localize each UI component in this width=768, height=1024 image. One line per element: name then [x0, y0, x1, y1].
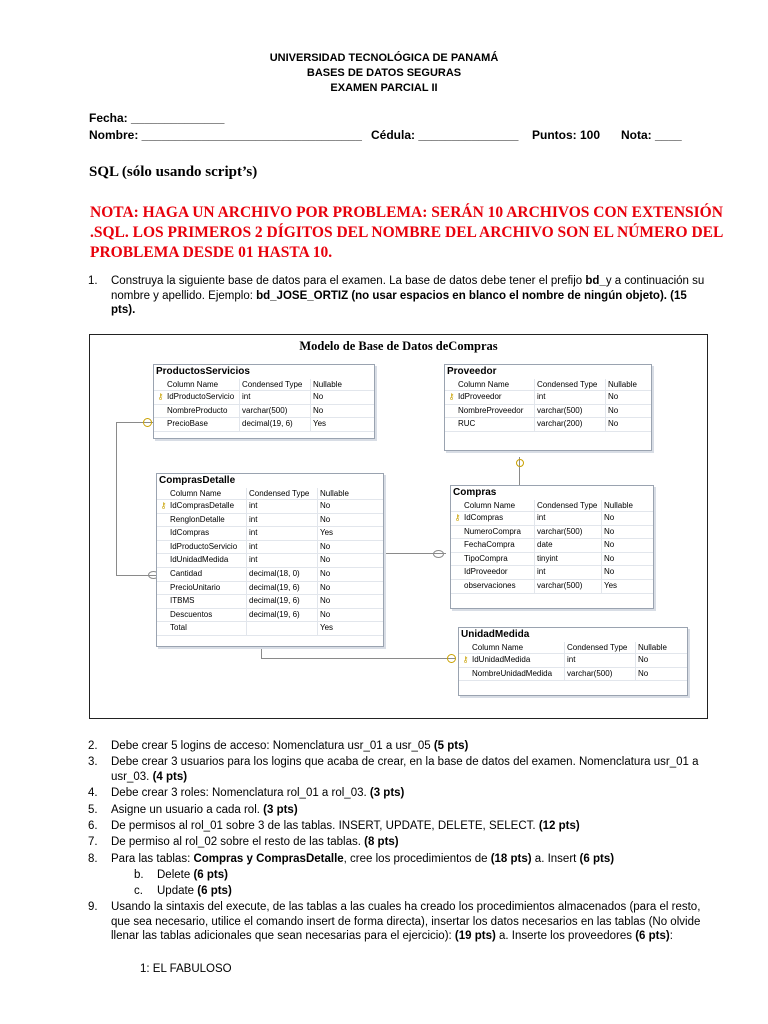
column-header-type: Condensed Type: [534, 379, 605, 390]
column-nullable: Yes: [601, 580, 644, 593]
column-type: date: [534, 539, 601, 552]
key-column-empty: [157, 595, 170, 608]
column-type: decimal(19, 6): [246, 595, 317, 608]
problem-1: [88, 274, 708, 318]
column-name: ITBMS: [170, 596, 195, 606]
column-name: NombreProducto: [167, 405, 228, 415]
key-column-empty: [157, 622, 170, 635]
table-row: [157, 567, 383, 581]
column-name: PrecioUnitario: [170, 582, 221, 592]
key-column-empty: [157, 568, 170, 581]
key-column-empty: [451, 553, 464, 566]
problem-number: 3.: [88, 756, 98, 768]
table-name: UnidadMedida: [461, 629, 530, 640]
problem-5: [88, 803, 708, 818]
table-row: [157, 526, 383, 540]
problem-text: [111, 274, 708, 318]
column-header-name: Column Name: [170, 489, 222, 498]
diagram-title: Modelo de Base de Datos deCompras: [299, 339, 498, 353]
column-type: varchar(500): [564, 668, 635, 681]
column-type: int: [534, 391, 605, 404]
column-name: NombreProveedor: [458, 405, 524, 415]
problem-3: [88, 755, 708, 784]
course-title: BASES DE DATOS SEGURAS: [306, 67, 462, 79]
column-type: int: [246, 554, 317, 567]
key-column-header: [459, 642, 472, 653]
column-nullable: No: [601, 512, 644, 525]
column-name: NombreUnidadMedida: [472, 668, 553, 678]
column-nullable: Yes: [317, 622, 370, 635]
table-header: [451, 500, 653, 511]
key-column-empty: [445, 418, 458, 431]
problem-8: [88, 852, 708, 867]
key-column-empty: [154, 418, 167, 431]
column-nullable: No: [601, 553, 644, 566]
table-row: [157, 499, 383, 513]
table-header: [157, 488, 383, 499]
column-nullable: Yes: [310, 418, 363, 431]
problem-points: (6 pts): [635, 930, 670, 942]
problem-text-part: a. Inserte los proveedores: [495, 930, 636, 942]
column-nullable: No: [605, 391, 644, 404]
table-row: [451, 511, 653, 525]
table-row: [459, 653, 687, 667]
problem-7: [88, 835, 708, 850]
sub-item-letter: b.: [134, 869, 144, 881]
column-type: int: [239, 391, 310, 404]
key-column-empty: [157, 554, 170, 567]
problem-text-bold: bd_JOSE_ORTIZ (no usar espacios en blanco el nombre de ningún objeto). (15 pts).: [111, 289, 687, 316]
problem-number: 6.: [88, 820, 98, 832]
column-nullable: No: [317, 609, 370, 622]
problem-points: (18 pts): [490, 853, 532, 865]
column-header-name: Column Name: [472, 643, 524, 652]
column-type: decimal(19, 6): [246, 609, 317, 622]
table-productos-servicios: [153, 364, 375, 439]
problem-text-part: De permisos al rol_01 sobre 3 de las tablas. INSERT, UPDATE, DELETE, SELECT.: [111, 820, 539, 832]
table-row: [451, 579, 653, 593]
column-name: IdCompras: [170, 528, 210, 538]
table-row: [451, 538, 653, 552]
problem-number: 8.: [88, 853, 98, 865]
key-end-icon: [447, 654, 456, 663]
table-footer: [459, 680, 687, 695]
column-type: varchar(200): [534, 418, 605, 431]
column-header-nullable: Nullable: [635, 642, 678, 653]
table-row: [157, 540, 383, 554]
column-nullable: No: [317, 582, 370, 595]
table-footer: [157, 635, 383, 646]
exam-title: EXAMEN PARCIAL II: [330, 82, 438, 94]
column-name: NumeroCompra: [464, 526, 521, 536]
problem-points: (19 pts): [454, 930, 496, 942]
column-name: IdCompras: [464, 513, 504, 522]
table-name: Compras: [453, 487, 497, 498]
table-footer: [154, 431, 374, 438]
problem-text-part: Asigne un usuario a cada rol.: [111, 804, 264, 816]
sub-item-text: Delete: [157, 869, 194, 881]
relationship-line: [261, 658, 455, 659]
column-type: int: [246, 527, 317, 540]
problem-text-part: Debe crear 5 logins de acceso: Nomenclatura usr_01 a usr_05: [111, 740, 434, 752]
problem-text: [111, 739, 708, 754]
problem-text-part: a. Insert: [531, 853, 580, 865]
column-nullable: No: [605, 405, 644, 418]
university-title: UNIVERSIDAD TECNOLÓGICA DE PANAMÁ: [269, 52, 499, 64]
problem-text-part: De permiso al rol_02 sobre el resto de las tablas.: [111, 836, 365, 848]
section-title: SQL (sólo usando script’s): [89, 164, 258, 180]
column-type: int: [564, 654, 635, 667]
column-name: IdUnidadMedida: [472, 655, 531, 664]
key-column-empty: [157, 514, 170, 527]
key-icon: ⚷: [462, 655, 469, 664]
column-header-nullable: Nullable: [601, 500, 644, 511]
table-row: [445, 390, 651, 404]
table-row: [157, 608, 383, 622]
column-type: varchar(500): [534, 526, 601, 539]
table-row: [451, 552, 653, 566]
table-name: Proveedor: [447, 366, 497, 377]
key-column-empty: [157, 609, 170, 622]
table-name: ComprasDetalle: [159, 475, 236, 486]
column-type: tinyint: [534, 553, 601, 566]
puntos-field: Puntos: 100: [532, 128, 601, 142]
column-nullable: No: [601, 566, 644, 579]
key-column-header: [154, 379, 167, 390]
problem-text-bold: Compras y ComprasDetalle: [193, 853, 344, 865]
column-header-type: Condensed Type: [534, 500, 601, 511]
problem-text-part: y a continuación su nombre y apellido. Ejemplo:: [111, 275, 705, 302]
provider-line: 1: EL FABULOSO: [140, 963, 232, 975]
column-name: FechaCompra: [464, 540, 515, 550]
sub-item-letter: c.: [134, 885, 143, 897]
column-nullable: No: [605, 418, 644, 431]
problem-text-part: :: [669, 930, 673, 942]
column-nullable: No: [635, 654, 678, 667]
column-type: int: [534, 512, 601, 525]
infinity-end-icon: [433, 550, 444, 558]
problem-text: [111, 852, 708, 867]
problem-4: [88, 786, 708, 801]
column-header-nullable: Nullable: [310, 379, 363, 390]
nota-banner: NOTA: HAGA UN ARCHIVO POR PROBLEMA: SERÁN 10 ARCHIVOS CON EXTENSIÓN .SQL. LOS PRIMEROS 2 DÍGITOS DEL NOMBRE DEL ARCHIVO SON EL NÚMERO DEL PROBLEMA DESDE 01 HASTA 10.: [90, 204, 723, 261]
key-icon: ⚷: [454, 513, 461, 522]
relationship-line: [116, 422, 117, 575]
problem-text-part: Debe crear 3 usuarios para los logins que acaba de crear, en la base de datos del examen. Nomenclatura usr_01 a usr_03.: [111, 756, 699, 783]
problem-points: (3 pts): [263, 804, 298, 816]
key-column-header: [445, 379, 458, 390]
key-end-icon: [516, 459, 524, 467]
column-nullable: No: [310, 391, 363, 404]
column-nullable: No: [310, 405, 363, 418]
key-icon: ⚷: [160, 501, 167, 510]
problem-points: (5 pts): [433, 740, 469, 752]
sub-item-text: Update: [157, 885, 198, 897]
problem-text-part: Para las tablas:: [111, 853, 194, 865]
problem-9: [88, 900, 708, 944]
column-header-name: Column Name: [464, 501, 516, 510]
column-name: TipoCompra: [464, 553, 508, 563]
database-diagram: [89, 334, 708, 719]
problem-text-part: Construya la siguiente base de datos para el examen. La base de datos debe tener el prefijo: [111, 275, 586, 287]
table-row: [451, 525, 653, 539]
key-column-empty: [451, 539, 464, 552]
problem-2: [88, 739, 708, 754]
key-column-header: [451, 500, 464, 511]
problem-text: [111, 755, 708, 784]
problem-text: [111, 819, 708, 834]
column-name: Cantidad: [170, 568, 203, 578]
column-header-type: Condensed Type: [239, 379, 310, 390]
key-column-empty: [445, 405, 458, 418]
problem-text-part: Usando la sintaxis del execute, de las tablas a las cuales ha creado los procedimientos almacenados (para el resto, que sea necesario, utilice el comando insert de forma directa), insertar los datos necesarios en las tablas (No olvide llenar las tablas adicionales que sean necesarias para el ejercicio):: [111, 901, 701, 942]
column-nullable: No: [317, 554, 370, 567]
column-type: int: [246, 500, 317, 513]
column-header-type: Condensed Type: [564, 642, 635, 653]
problem-points: (12 pts): [538, 820, 580, 832]
problem-text: [111, 803, 708, 818]
column-nullable: No: [601, 526, 644, 539]
column-name: IdProductoServicio: [170, 541, 238, 551]
column-type: int: [534, 566, 601, 579]
column-type: [246, 622, 317, 635]
column-type: int: [246, 541, 317, 554]
column-nullable: No: [635, 668, 678, 681]
nota-field: Nota: ____: [621, 128, 682, 142]
key-column-empty: [157, 541, 170, 554]
table-row: [445, 404, 651, 418]
column-type: varchar(500): [534, 405, 605, 418]
table-row: [157, 581, 383, 595]
table-name: ProductosServicios: [156, 366, 250, 377]
problem-number: 9.: [88, 901, 98, 913]
column-name: Total: [170, 623, 187, 633]
column-header-nullable: Nullable: [605, 379, 644, 390]
problem-8-sub-b: [134, 868, 228, 883]
problem-points: (6 pts): [193, 869, 228, 881]
cedula-field: Cédula: _______________: [371, 128, 519, 142]
column-header-nullable: Nullable: [317, 488, 370, 499]
problem-text-bold: bd_: [585, 275, 606, 287]
column-name: observaciones: [464, 580, 516, 590]
column-nullable: No: [601, 539, 644, 552]
key-column-header: [157, 488, 170, 499]
problem-points: (8 pts): [364, 836, 399, 848]
column-nullable: No: [317, 541, 370, 554]
problem-points: (6 pts): [197, 885, 232, 897]
problem-8-sub-c: [134, 884, 232, 899]
problem-points: (6 pts): [579, 853, 615, 865]
table-row: [154, 404, 374, 418]
problem-text-part: Debe crear 3 roles: Nomenclatura rol_01 a rol_03.: [111, 787, 370, 799]
problem-text: [111, 786, 708, 801]
column-type: varchar(500): [534, 580, 601, 593]
key-column-empty: [451, 566, 464, 579]
table-header: [154, 379, 374, 390]
column-header-name: Column Name: [458, 380, 510, 389]
column-nullable: No: [317, 568, 370, 581]
key-icon: ⚷: [157, 392, 164, 401]
table-row: [451, 565, 653, 579]
key-column-empty: [157, 527, 170, 540]
key-column-empty: [157, 582, 170, 595]
column-name: IdProveedor: [464, 567, 508, 577]
table-unidad-medida: [458, 627, 688, 696]
key-column-empty: [451, 526, 464, 539]
table-compras: [450, 485, 654, 609]
column-name: IdProductoServicio: [167, 392, 235, 401]
table-row: [157, 594, 383, 608]
key-icon: ⚷: [448, 392, 455, 401]
column-name: RUC: [458, 419, 476, 429]
table-row: [445, 417, 651, 431]
column-name: PrecioBase: [167, 419, 208, 429]
problem-number: 4.: [88, 787, 98, 799]
column-type: decimal(18, 0): [246, 568, 317, 581]
table-row: [157, 621, 383, 635]
column-name: IdComprasDetalle: [170, 501, 235, 510]
column-type: varchar(500): [239, 405, 310, 418]
table-footer: [451, 593, 653, 608]
column-header-type: Condensed Type: [246, 488, 317, 499]
problem-points: (3 pts): [369, 787, 405, 799]
fecha-field: Fecha: ______________: [89, 111, 225, 125]
column-nullable: No: [317, 500, 370, 513]
problem-6: [88, 819, 708, 834]
problem-number: 5.: [88, 804, 98, 816]
column-header-name: Column Name: [167, 380, 219, 389]
column-name: IdProveedor: [458, 392, 502, 401]
table-row: [154, 390, 374, 404]
table-row: [157, 553, 383, 567]
column-name: IdUnidadMedida: [170, 555, 229, 565]
table-row: [459, 667, 687, 681]
column-nullable: Yes: [317, 527, 370, 540]
key-column-empty: [451, 580, 464, 593]
column-name: RenglonDetalle: [170, 514, 225, 524]
table-header: [445, 379, 651, 390]
column-nullable: No: [317, 514, 370, 527]
column-name: Descuentos: [170, 609, 213, 619]
column-type: decimal(19, 6): [246, 582, 317, 595]
problem-number: 2.: [88, 740, 98, 752]
table-row: [154, 417, 374, 431]
problem-text: [111, 900, 708, 944]
table-compras-detalle: [156, 473, 384, 647]
problem-text-part: , cree los procedimientos de: [343, 853, 491, 865]
column-nullable: No: [317, 595, 370, 608]
problem-number: 1.: [88, 275, 98, 287]
table-proveedor: [444, 364, 652, 451]
nombre-field: Nombre: _________________________________: [89, 128, 362, 142]
problem-text: [111, 835, 708, 850]
table-header: [459, 642, 687, 653]
table-footer: [445, 431, 651, 450]
column-type: int: [246, 514, 317, 527]
problem-points: (4 pts): [152, 770, 188, 783]
column-type: decimal(19, 6): [239, 418, 310, 431]
key-column-empty: [154, 405, 167, 418]
key-column-empty: [459, 668, 472, 681]
key-end-icon: [143, 418, 152, 427]
table-row: [157, 513, 383, 527]
problem-number: 7.: [88, 836, 98, 848]
